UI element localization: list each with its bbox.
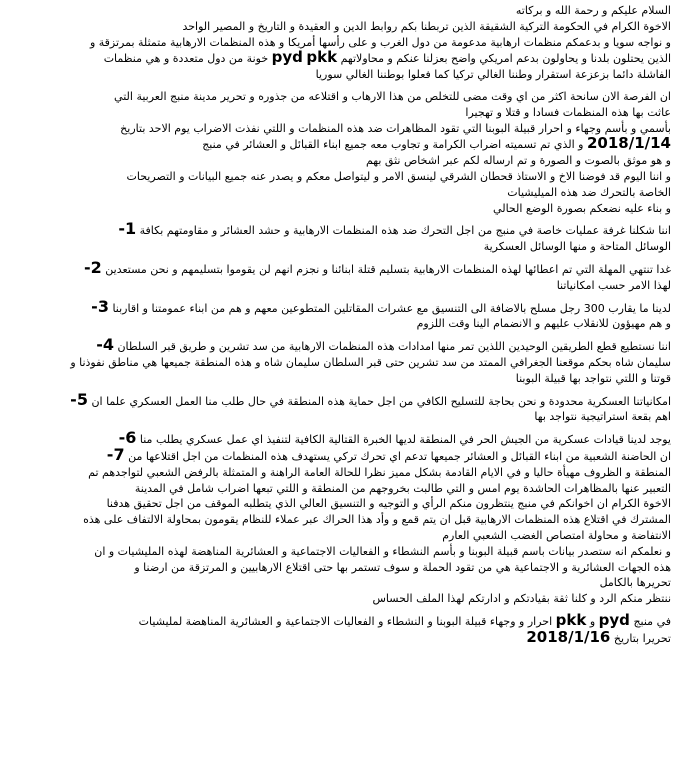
point-number: 7-	[106, 444, 125, 464]
document-date: 2018/1/16	[526, 627, 611, 646]
point-line: اهم بقعة استراتيجية نتواجد بها	[534, 410, 671, 424]
point-line: التعبير عنها بالمظاهرات الحاشدة يوم امس و التي طالبت بخروجهم من المنطقة و اللتي تبعها اضراب شامل في المدينة	[134, 481, 671, 495]
point-line: ان الحاضنة الشعبية من ابناء القبائل و العشائر جميعها تدعم اي تحرك تركي يستهدف هذه المنظمات من اجل اقتلاعها من 7-	[106, 444, 671, 464]
numbered-points	[4, 216, 671, 496]
intro-line: و نواجه سويا و بدعمكم منظمات ارهابية مدعومة من دول الغرب و على رأسها أمريكا و هذه المنظمات الارهابية متمثلة بمرتزقة و	[89, 35, 671, 49]
point-line: سليمان شاه بحكم موقعنا الجغرافي الممتد من سد تشرين حتى قبر السلطان سليمان شاه و هذه المنطقة جميعها هي مناطق نفوذنا و	[70, 355, 671, 369]
point-line: غدا تنتهي المهلة التي تم اعطائها لهذه المنظمات الارهابية بتسليم قتلة ابنائنا و نجزم انهم لن يقوموا بتسليمهم و نحن مستعدين 2-	[83, 257, 671, 277]
notice-line: هذه الجهات العشائرية و الاجتماعية هي من تقود الحملة و سوف تستمر بها حتى اقتلاع الارهابيين و المرتزقة من ارضنا و	[134, 560, 671, 574]
appeal-line: الانتفاضة و محاولة امتصاص الغضب الشعبي العارم	[442, 528, 671, 542]
point-number: 4-	[96, 335, 114, 355]
name-line: بأسمي و بأسم وجهاء و احرار قبيلة البوبنا التي تقود المظاهرات ضد هذه المنظمات و اللتي نفذت الاضراب يوم الاحد بتاريخ	[120, 121, 671, 135]
greeting: السلام عليكم و رحمة الله و بركاته	[515, 4, 671, 17]
confirm-line: و هو موثق بالصوت و الصورة و تم ارساله لكم عبر اشخاص نثق بهم	[365, 154, 671, 168]
point-number: 1-	[118, 219, 137, 239]
term-pyd: pyd	[271, 48, 303, 67]
opportunity-line: عاثت بها هذه المنظمات فسادا و قتلا و تهجيرا	[465, 105, 671, 119]
appeal-line: المشترك في اقتلاع هذه المنظمات الارهابية قبل ان يتم قمع و وأد هذا الحراك عبر عملاء للنظام يقومون بمحاولة الالتفاف على هذه	[83, 513, 671, 527]
point-number: 5-	[70, 389, 88, 409]
appeal-line: الاخوة الكرام ان اخوانكم في منبج ينتظرون منكم الرأي و التوجيه و التنسيق العالي الذي يتطلبه الموقف من اجل تحقيق هدفنا	[106, 497, 671, 511]
term-pkk: pkk	[306, 48, 338, 67]
signature-pyd: pyd	[598, 610, 630, 629]
letter-document	[4, 3, 671, 646]
signature-pkk: pkk	[555, 610, 587, 629]
strike-line: 2018/1/14 و الذي تم تسميته اضراب الكرامة و تجاوب معه جميع ابناء القبائل و العشائر في منبج	[202, 134, 671, 153]
closing-line: ننتظر منكم الرد و كلنا ثقة بقيادتكم و ادارتكم لهذا الملف الحساس	[372, 592, 671, 606]
intro-line: الاخوة الكرام في الحكومة التركية الشقيقة الذين تربطنا بكم روابط الدين و العقيدة و التاريخ و المصير الواحد	[182, 19, 671, 33]
point-line: يوجد لدينا قيادات عسكرية من الجيش الحر في المنطقة لديها الخبرة القتالية الكافية لتنفيذ اي عمل عسكري يطلب منا 6-	[118, 428, 671, 448]
notice-line: و نعلمكم انه ستصدر بيانات باسم قبيلة البوبنا و بأسم النشطاء و الفعاليات الاجتماعية و العشائرية المناهضة لهذه المليشيات و ان	[94, 544, 671, 558]
intro-line: الذين يحتلون بلدنا و يحاولون بدعم امريكي واضح بعزلنا عنكم و محاولاتهم pyd pkk خونة من دول متعددة و هي منظمات	[103, 48, 671, 67]
point-number: 6-	[118, 428, 137, 448]
point-line: لدينا ما يقارب 300 رجل مسلح بالاضافة الى التنسيق مع عشرات المقاتلين المتطوعين معهم و هم من ابناء عمومتنا و اقاربنا 3-	[91, 296, 671, 316]
point-number: 3-	[91, 296, 109, 316]
situation-line: و بناء عليه نضعكم بصورة الوضع الحالي	[493, 201, 671, 215]
point-line: اننا نستطيع قطع الطريقين الوحيدين اللذين تمر منها امدادات هذه المنظمات الارهابية من سد تشرين و طريق قبر السلطان 4-	[96, 335, 671, 355]
intro-line: الفاشلة دائما بزعزعة استقرار وطننا الغالي تركيا كما فعلوا بوطننا الغالي سوريا	[315, 68, 671, 82]
notice-line: تحريرها بالكامل	[599, 576, 671, 590]
delegate-line: الخاصة بالتحرك ضد هذه الميليشيات	[507, 185, 671, 199]
strike-date: 2018/1/14	[586, 134, 671, 153]
signature-line: في منبج pyd و pkk احرار و وجهاء قبيلة البوبنا و النشطاء و الفعاليات الاجتماعية و العشائرية المناهضة لمليشيات	[138, 610, 671, 629]
date-line: تحريرا بتاريخ 2018/1/16	[526, 627, 671, 646]
point-line: المنطقة و الظروف مهيأة حاليا و في الايام القادمة بشكل مميز نظرا للحالة العامة الراهنة و المتمثلة بالرفض الشعبي لتواجدهم تم	[88, 465, 671, 479]
point-line: اننا شكلنا غرفة عمليات خاصة في منبج من اجل التحرك ضد هذه المنظمات الارهابية و حشد العشائر و مقاومتهم بكافة 1-	[118, 219, 671, 239]
opportunity-line: ان الفرصة الان سانحة اكثر من اي وقت مضى للتخلص من هذا الارهاب و اقتلاعه من جذوره و تحرير مدينة منبج العربية التي	[114, 89, 671, 103]
point-line: امكانياتنا العسكرية محدودة و نحن بحاجة للتسليح الكافي من اجل حماية هذه المنطقة في حال طلب منا العمل العسكري علما ان 5-	[70, 389, 671, 409]
point-number: 2-	[83, 257, 102, 277]
delegate-line: و اننا اليوم قد فوضنا الاخ و الاستاذ قحطان الشرقي لينسق الامر و ليتواصل معكم و يصدر عنه جميع البيانات و التصريحات	[126, 169, 671, 183]
point-line: الوسائل المتاحة و منها الوسائل العسكرية	[483, 240, 671, 254]
point-line: لهذا الامر حسب امكانياتنا	[556, 278, 671, 292]
point-line: قوتنا و اللتي نتواجد بها قبيلة البوبنا	[515, 371, 671, 385]
point-line: و هم مهيؤون للانقلاب عليهم و الانضمام الينا وقت اللزوم	[416, 317, 671, 331]
